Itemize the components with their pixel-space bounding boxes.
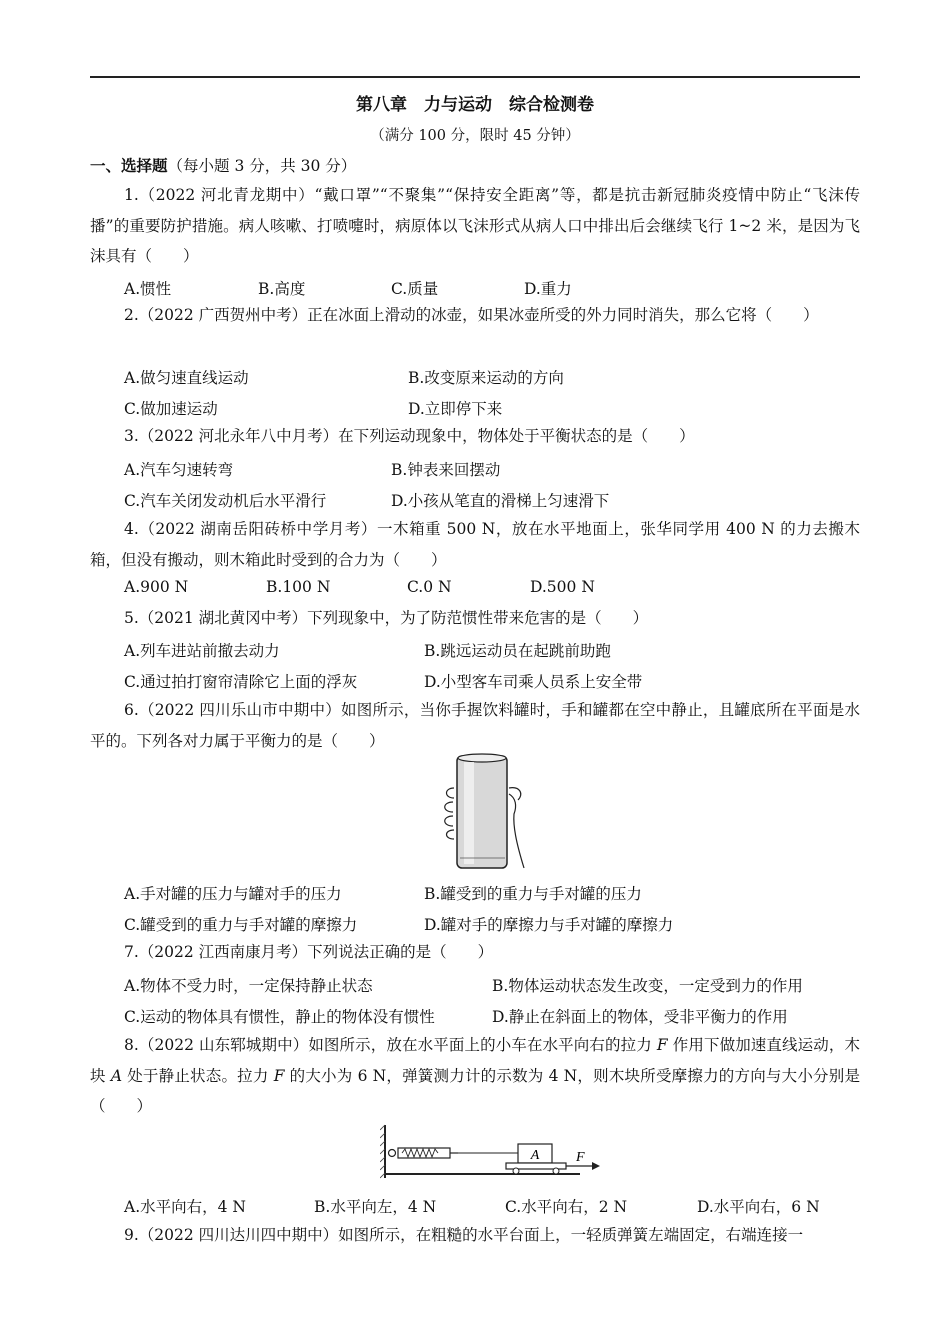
hook bbox=[389, 1150, 396, 1157]
q7-option-d: D.静止在斜面上的物体，受非平衡力的作用 bbox=[492, 1008, 788, 1026]
q4-option-c: C.0 N bbox=[407, 578, 452, 596]
q2-option-c: C.做加速运动 bbox=[124, 400, 218, 418]
q7-option-a: A.物体不受力时，一定保持静止状态 bbox=[124, 977, 373, 995]
question-9: 9.（2022 四川达川四中期中）如图所示，在粗糙的水平台面上，一轻质弹簧左端固定，右端连接一 bbox=[124, 1226, 804, 1244]
question-5: 5.（2021 湖北黄冈中考）下列现象中，为了防范惯性带来危害的是（ ） bbox=[124, 609, 649, 627]
can-top bbox=[458, 754, 506, 762]
q1-option-d: D.重力 bbox=[524, 280, 572, 298]
section-heading bbox=[90, 154, 356, 176]
force-arrowhead bbox=[592, 1162, 600, 1170]
q3-option-c: C.汽车关闭发动机后水平滑行 bbox=[124, 492, 327, 510]
q8-text-2: 作用下做加速直线运动，木块 bbox=[90, 1036, 861, 1085]
cart-wheel-left bbox=[513, 1168, 519, 1174]
page-subtitle: （满分 100 分，限时 45 分钟） bbox=[370, 128, 580, 144]
cart-spring-figure bbox=[380, 1120, 610, 1182]
q8-var-f: F bbox=[656, 1036, 668, 1054]
q6-option-a: A.手对罐的压力与罐对手的压力 bbox=[124, 885, 342, 903]
q6-option-b: B.罐受到的重力与手对罐的压力 bbox=[424, 885, 642, 903]
thumb bbox=[509, 788, 521, 800]
hand-outline bbox=[509, 794, 524, 868]
page-title: 第八章 力与运动 综合检测卷 bbox=[356, 95, 594, 115]
q5-option-d: D.小型客车司乘人员系上安全带 bbox=[424, 673, 643, 691]
q3-option-a: A.汽车匀速转弯 bbox=[124, 461, 234, 479]
finger-2 bbox=[445, 802, 453, 812]
finger-1 bbox=[447, 788, 455, 798]
q4-option-a: A.900 N bbox=[124, 578, 189, 596]
finger-3 bbox=[445, 816, 453, 826]
spring-scale bbox=[398, 1148, 450, 1158]
can-highlight bbox=[464, 762, 474, 864]
q2-option-b: B.改变原来运动的方向 bbox=[408, 369, 564, 387]
q5-option-b: B.跳远运动员在起跳前助跑 bbox=[424, 642, 611, 660]
question-7: 7.（2022 江西南康月考）下列说法正确的是（ ） bbox=[124, 943, 494, 961]
q5-option-c: C.通过拍打窗帘清除它上面的浮灰 bbox=[124, 673, 358, 691]
q1-option-c: C.质量 bbox=[391, 280, 439, 298]
q1-option-b: B.高度 bbox=[258, 280, 306, 298]
question-2: 2.（2022 广西贺州中考）正在冰面上滑动的冰壶，如果冰壶所受的外力同时消失，那么它将（ ） bbox=[124, 306, 819, 324]
q3-option-b: B.钟表来回摆动 bbox=[391, 461, 501, 479]
force-label: F bbox=[576, 1150, 585, 1165]
section-title: 一、选择题 bbox=[90, 157, 168, 175]
q2-option-a: A.做匀速直线运动 bbox=[124, 369, 249, 387]
q5-option-a: A.列车进站前撤去动力 bbox=[124, 642, 280, 660]
q6-option-d: D.罐对手的摩擦力与手对罐的摩擦力 bbox=[424, 916, 674, 934]
header-rule bbox=[90, 76, 860, 78]
q2-option-d: D.立即停下来 bbox=[408, 400, 503, 418]
question-3: 3.（2022 河北永年八中月考）在下列运动现象中，物体处于平衡状态的是（ ） bbox=[124, 427, 695, 445]
question-4: 4.（2022 湖南岳阳砖桥中学月考）一木箱重 500 N，放在水平地面上，张华同学用 400 N 的力去搬木箱，但没有搬动，则木箱此时受到的合力为（ ） bbox=[90, 520, 860, 569]
q7-option-c: C.运动的物体具有惯性，静止的物体没有惯性 bbox=[124, 1008, 435, 1026]
cart-wheel-right bbox=[553, 1168, 559, 1174]
q7-option-b: B.物体运动状态发生改变，一定受到力的作用 bbox=[492, 977, 803, 995]
q8-var-f-2: F bbox=[273, 1066, 285, 1085]
question-6: 6.（2022 四川乐山市中期中）如图所示，当你手握饮料罐时，手和罐都在空中静止，且罐底所在平面是水平的。下列各对力属于平衡力的是（ ） bbox=[90, 701, 860, 750]
q4-option-d: D.500 N bbox=[530, 578, 595, 596]
block-a-label: A bbox=[530, 1148, 540, 1163]
question-8 bbox=[90, 1030, 860, 1122]
q3-option-d: D.小孩从笔直的滑梯上匀速滑下 bbox=[391, 492, 610, 510]
question-1: 1.（2022 河北青龙期中）“戴口罩”“不聚集”“保持安全距离”等，都是抗击新冠肺炎疫情中防止“飞沫传播”的重要防护措施。病人咳嗽、打喷嚏时，病原体以飞沫形式从病人口中排出后会继续飞行 1~2 米，是因为飞沫具有（ ） bbox=[90, 186, 860, 265]
finger-4 bbox=[447, 830, 455, 839]
q8-text-3: 处于静止状态。拉力 bbox=[122, 1066, 274, 1085]
q4-option-b: B.100 N bbox=[266, 578, 331, 596]
q8-option-c: C.水平向右，2 N bbox=[505, 1198, 628, 1216]
section-note: （每小题 3 分，共 30 分） bbox=[167, 157, 357, 175]
q8-text-4: 的大小为 6 N，弹簧测力计的示数为 4 N，则木块所受摩擦力的方向与大小分别是（ ） bbox=[90, 1066, 860, 1115]
can-in-hand-figure bbox=[430, 748, 530, 873]
q1-option-a: A.惯性 bbox=[124, 280, 172, 298]
q6-option-c: C.罐受到的重力与手对罐的摩擦力 bbox=[124, 916, 358, 934]
q8-option-b: B.水平向左，4 N bbox=[314, 1198, 437, 1216]
q8-option-a: A.水平向右，4 N bbox=[124, 1198, 246, 1216]
q8-option-d: D.水平向右，6 N bbox=[697, 1198, 820, 1216]
q8-var-a: A bbox=[110, 1066, 123, 1085]
q8-text-1: 8.（2022 山东郓城期中）如图所示，放在水平面上的小车在水平向右的拉力 bbox=[124, 1036, 657, 1054]
